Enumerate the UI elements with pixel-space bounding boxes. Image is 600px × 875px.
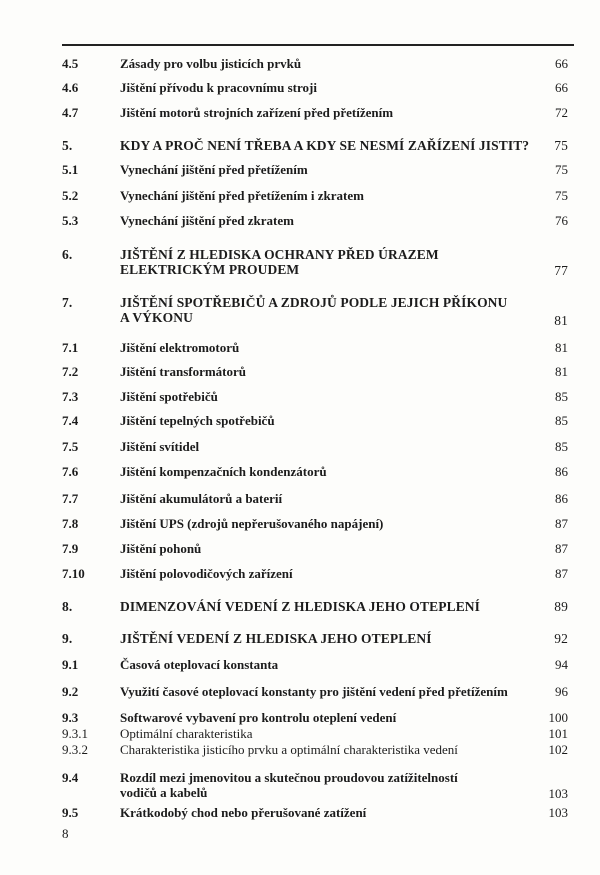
toc-entry-title: [120, 162, 540, 177]
top-rule: [62, 44, 574, 46]
toc-entry-title-line: Jištění spotřebičů: [120, 389, 218, 404]
toc-entry-title: [120, 389, 540, 404]
toc-entry-number: 9.3.2: [62, 742, 88, 757]
toc-entry-title: [120, 541, 540, 556]
toc-entry-number: 4.5: [62, 56, 79, 71]
toc-entry-title: [120, 464, 540, 479]
toc-entry-title-line: JIŠTĚNÍ VEDENÍ Z HLEDISKA JEHO OTEPLENÍ: [120, 631, 432, 646]
toc-entry-page: 89: [554, 599, 568, 614]
toc-entry-page: 76: [555, 213, 568, 228]
toc-entry-number: 7.10: [62, 566, 85, 581]
toc-entry-page: 92: [554, 631, 568, 646]
toc-entry-title-line: JIŠTĚNÍ SPOTŘEBIČŮ A ZDROJŮ PODLE JEJICH PŘÍKONU: [120, 295, 508, 310]
toc-entry-title: [120, 599, 540, 614]
toc-entry-title-line: Jištění transformátorů: [120, 364, 247, 379]
toc-entry-title: [120, 188, 540, 203]
toc-entry-title-line: Rozdíl mezi jmenovitou a skutečnou proudovou zatížitelností: [120, 770, 458, 785]
toc-entry-title-line: Softwarové vybavení pro kontrolu oteplení vedení: [120, 710, 397, 725]
toc-entry-number: 9.2: [62, 684, 79, 699]
toc-entry-page: 103: [548, 786, 568, 801]
toc-entry-title-line: Jištění tepelných spotřebičů: [120, 413, 275, 428]
toc-entry-title-line: Jištění akumulátorů a baterií: [120, 491, 283, 506]
toc-entry-title-line: Jištění pohonů: [120, 541, 202, 556]
toc-entry-title: [120, 657, 540, 672]
toc-entry-page: 100: [548, 710, 568, 725]
toc-entry-title: [120, 742, 540, 757]
toc-entry-title: [120, 105, 540, 120]
toc-entry-title: [120, 805, 540, 820]
toc-entry-page: 85: [555, 413, 568, 428]
toc-entry-page: 87: [555, 541, 568, 556]
toc-entry-title: [120, 364, 540, 379]
toc-entry-number: 7.: [62, 295, 73, 310]
toc-entry-page: 85: [555, 439, 568, 454]
toc-entry-page: 85: [555, 389, 568, 404]
toc-entry-title-line: Jištění UPS (zdrojů nepřerušovaného napájení): [120, 516, 384, 531]
toc-entry-page: 75: [555, 162, 568, 177]
toc-entry-page: 87: [555, 566, 568, 581]
toc-entry-title-line: Využití časové oteplovací konstanty pro jištění vedení před přetížením: [120, 684, 508, 699]
toc-entry-title-line: Jištění kompenzačních kondenzátorů: [120, 464, 327, 479]
toc-entry-title: [120, 56, 540, 71]
toc-entry-title: [120, 566, 540, 581]
toc-entry-title-line: Jištění svítidel: [120, 439, 200, 454]
toc-entry-title-line: Časová oteplovací konstanta: [120, 657, 279, 672]
toc-entry-title-line: vodičů a kabelů: [120, 785, 208, 800]
toc-entry-number: 7.9: [62, 541, 79, 556]
toc-entry-number: 9.3.1: [62, 726, 88, 741]
toc-entry-number: 7.5: [62, 439, 79, 454]
toc-entry-title: [120, 439, 540, 454]
toc-entry-number: 9.1: [62, 657, 79, 672]
toc-entry-title: [120, 138, 540, 153]
toc-entry-title: [120, 770, 540, 800]
toc-entry-number: 7.7: [62, 491, 79, 506]
toc-entry-page: 86: [555, 464, 568, 479]
toc-entry-number: 5.: [62, 138, 73, 153]
toc-entry-page: 94: [555, 657, 568, 672]
toc-entry-number: 7.4: [62, 413, 79, 428]
toc-entry-title-line: Vynechání jištění před zkratem: [120, 213, 294, 228]
toc-entry-title-line: Charakteristika jisticího prvku a optimální charakteristika vedení: [120, 742, 458, 757]
toc-entry-title-line: Jištění polovodičových zařízení: [120, 566, 293, 581]
toc-entry-title-line: Jištění motorů strojních zařízení před přetížením: [120, 105, 394, 120]
toc-entry-page: 72: [555, 105, 568, 120]
toc-entry-number: 9.5: [62, 805, 79, 820]
toc-entry-number: 7.8: [62, 516, 79, 531]
toc-entry-title: [120, 631, 540, 646]
toc-entry-number: 5.2: [62, 188, 79, 203]
toc-entry-title: [120, 726, 540, 741]
toc-entry-title-line: ELEKTRICKÝM PROUDEM: [120, 262, 300, 277]
toc-entry-page: 86: [555, 491, 568, 506]
toc-entry-number: 4.6: [62, 80, 79, 95]
toc-entry-page: 81: [555, 340, 568, 355]
toc-entry-title: [120, 295, 540, 325]
toc-entry-number: 9.: [62, 631, 73, 646]
toc-entry-title: [120, 413, 540, 428]
toc-entry-page: 81: [554, 313, 568, 328]
toc-entry-title-line: JIŠTĚNÍ Z HLEDISKA OCHRANY PŘED ÚRAZEM: [120, 247, 439, 262]
toc-entry-page: 75: [555, 188, 568, 203]
toc-entry-number: 7.3: [62, 389, 79, 404]
toc-entry-title: [120, 247, 540, 277]
toc-entry-title-line: DIMENZOVÁNÍ VEDENÍ Z HLEDISKA JEHO OTEPLENÍ: [120, 599, 480, 614]
toc-entry-title: [120, 491, 540, 506]
toc-entry-title-line: Jištění přívodu k pracovnímu stroji: [120, 80, 317, 95]
toc-entry-title-line: Vynechání jištění před přetížením i zkratem: [120, 188, 364, 203]
toc-entry-page: 103: [548, 805, 568, 820]
toc-entry-title: [120, 340, 540, 355]
toc-entry-number: 9.4: [62, 770, 79, 785]
toc-entry-title: [120, 710, 540, 725]
footer-page-number: 8: [62, 826, 69, 841]
toc-entry-number: 7.1: [62, 340, 79, 355]
toc-entry-number: 7.6: [62, 464, 79, 479]
toc-entry-title-line: Vynechání jištění před přetížením: [120, 162, 308, 177]
toc-entry-page: 75: [554, 138, 568, 153]
toc-entry-number: 5.3: [62, 213, 79, 228]
toc-entry-title-line: Zásady pro volbu jisticích prvků: [120, 56, 302, 71]
toc-entry-page: 81: [555, 364, 568, 379]
toc-entry-page: 87: [555, 516, 568, 531]
toc-entry-title-line: KDY A PROČ NENÍ TŘEBA A KDY SE NESMÍ ZAŘÍZENÍ JISTIT?: [120, 138, 530, 153]
toc-entry-title-line: A VÝKONU: [120, 310, 193, 325]
toc-entry-page: 102: [548, 742, 568, 757]
toc-entry-title-line: Jištění elektromotorů: [120, 340, 240, 355]
toc-entry-number: 9.3: [62, 710, 79, 725]
toc-entry-title: [120, 684, 540, 699]
toc-entry-page: 66: [555, 80, 568, 95]
toc-entry-page: 66: [555, 56, 568, 71]
toc-entry-title: [120, 80, 540, 95]
toc-entry-number: 5.1: [62, 162, 79, 177]
toc-entry-page: 96: [555, 684, 568, 699]
toc-entry-page: 101: [548, 726, 568, 741]
toc-entry-page: 77: [554, 263, 568, 278]
toc-entry-number: 4.7: [62, 105, 79, 120]
toc-entry-title-line: Optimální charakteristika: [120, 726, 253, 741]
toc-entry-number: 6.: [62, 247, 73, 262]
toc-entry-title: [120, 516, 540, 531]
toc-entry-title: [120, 213, 540, 228]
toc-entry-number: 7.2: [62, 364, 79, 379]
toc-entry-title-line: Krátkodobý chod nebo přerušované zatížení: [120, 805, 367, 820]
toc-entry-number: 8.: [62, 599, 73, 614]
